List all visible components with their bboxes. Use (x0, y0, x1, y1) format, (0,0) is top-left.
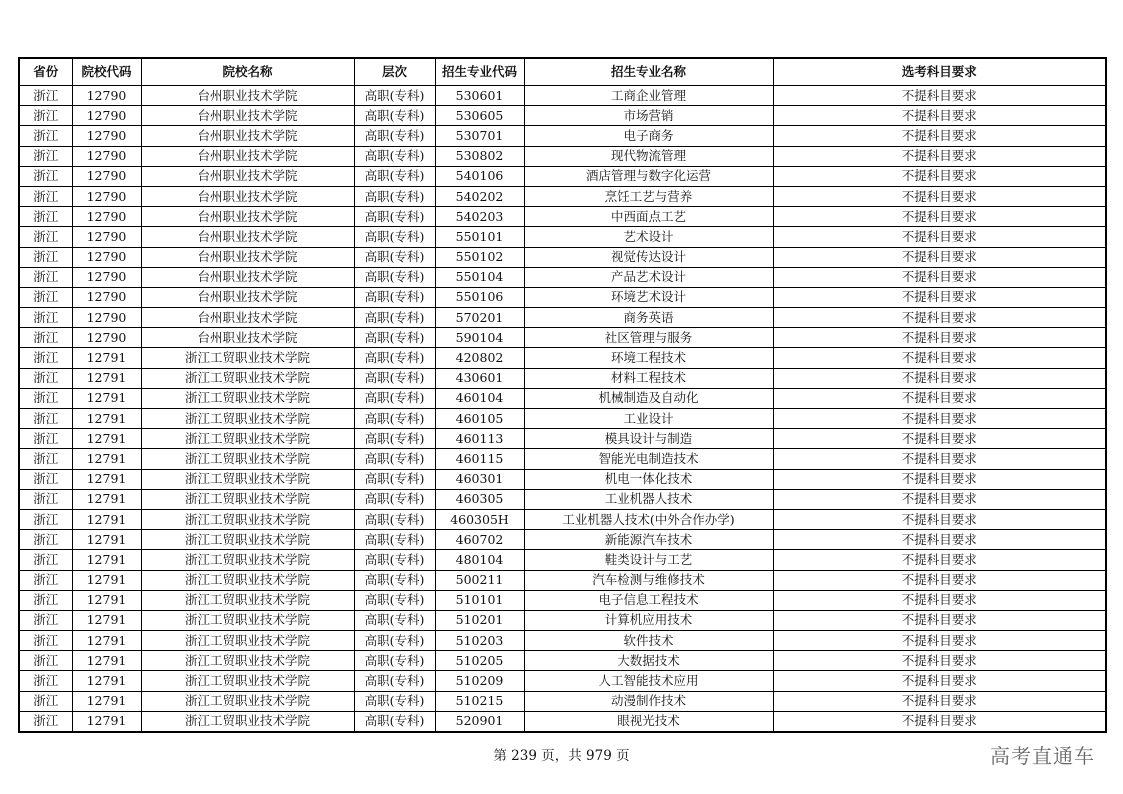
cell-school-name: 浙江工贸职业技术学院 (141, 671, 354, 691)
cell-level: 高职(专科) (354, 368, 435, 388)
cell-school-name: 台州职业技术学院 (141, 166, 354, 186)
enrollment-table-container (18, 57, 1105, 733)
cell-major-name: 产品艺术设计 (524, 267, 773, 287)
cell-major-name: 社区管理与服务 (524, 328, 773, 348)
table-row (19, 227, 1106, 247)
cell-level: 高职(专科) (354, 610, 435, 630)
page-number: 第 239 页，共 979 页 (493, 748, 630, 764)
cell-province: 浙江 (19, 126, 72, 146)
cell-major-code: 460702 (435, 530, 524, 550)
table-row (19, 691, 1106, 711)
cell-school-name: 台州职业技术学院 (141, 186, 354, 206)
cell-province: 浙江 (19, 368, 72, 388)
cell-subject-requirement: 不提科目要求 (773, 550, 1106, 570)
cell-school-code: 12790 (72, 86, 141, 106)
cell-major-name: 电子信息工程技术 (524, 590, 773, 610)
cell-province: 浙江 (19, 146, 72, 166)
cell-subject-requirement: 不提科目要求 (773, 106, 1106, 126)
cell-school-code: 12790 (72, 146, 141, 166)
cell-major-name: 新能源汽车技术 (524, 530, 773, 550)
cell-school-name: 浙江工贸职业技术学院 (141, 711, 354, 732)
cell-major-code: 460105 (435, 409, 524, 429)
cell-level: 高职(专科) (354, 711, 435, 732)
cell-province: 浙江 (19, 610, 72, 630)
cell-subject-requirement: 不提科目要求 (773, 328, 1106, 348)
cell-school-name: 浙江工贸职业技术学院 (141, 631, 354, 651)
cell-school-name: 浙江工贸职业技术学院 (141, 590, 354, 610)
table-row (19, 186, 1106, 206)
cell-school-code: 12791 (72, 429, 141, 449)
cell-school-code: 12790 (72, 186, 141, 206)
cell-province: 浙江 (19, 691, 72, 711)
cell-school-code: 12790 (72, 247, 141, 267)
cell-major-name: 艺术设计 (524, 227, 773, 247)
cell-level: 高职(专科) (354, 409, 435, 429)
cell-major-name: 环境艺术设计 (524, 287, 773, 307)
cell-subject-requirement: 不提科目要求 (773, 166, 1106, 186)
cell-major-name: 智能光电制造技术 (524, 449, 773, 469)
cell-school-code: 12790 (72, 106, 141, 126)
table-row (19, 429, 1106, 449)
cell-major-code: 460104 (435, 388, 524, 408)
table-row (19, 449, 1106, 469)
cell-major-name: 工业设计 (524, 409, 773, 429)
cell-province: 浙江 (19, 671, 72, 691)
cell-school-name: 浙江工贸职业技术学院 (141, 651, 354, 671)
table-row (19, 610, 1106, 630)
cell-subject-requirement: 不提科目要求 (773, 509, 1106, 529)
cell-level: 高职(专科) (354, 651, 435, 671)
cell-major-code: 460113 (435, 429, 524, 449)
cell-level: 高职(专科) (354, 550, 435, 570)
cell-level: 高职(专科) (354, 267, 435, 287)
cell-major-name: 烹饪工艺与营养 (524, 186, 773, 206)
cell-major-name: 汽车检测与维修技术 (524, 570, 773, 590)
cell-level: 高职(专科) (354, 469, 435, 489)
header-major-code: 招生专业代码 (435, 58, 524, 86)
cell-level: 高职(专科) (354, 166, 435, 186)
cell-level: 高职(专科) (354, 449, 435, 469)
watermark-logo: 高考直通车 (990, 744, 1095, 768)
cell-school-code: 12791 (72, 590, 141, 610)
table-row (19, 348, 1106, 368)
cell-major-name: 模具设计与制造 (524, 429, 773, 449)
cell-major-name: 电子商务 (524, 126, 773, 146)
cell-level: 高职(专科) (354, 328, 435, 348)
cell-level: 高职(专科) (354, 489, 435, 509)
cell-level: 高职(专科) (354, 570, 435, 590)
cell-subject-requirement: 不提科目要求 (773, 368, 1106, 388)
cell-major-name: 现代物流管理 (524, 146, 773, 166)
cell-school-name: 台州职业技术学院 (141, 86, 354, 106)
cell-school-code: 12791 (72, 489, 141, 509)
cell-level: 高职(专科) (354, 106, 435, 126)
cell-subject-requirement: 不提科目要求 (773, 348, 1106, 368)
cell-subject-requirement: 不提科目要求 (773, 126, 1106, 146)
cell-subject-requirement: 不提科目要求 (773, 610, 1106, 630)
cell-province: 浙江 (19, 166, 72, 186)
cell-school-name: 浙江工贸职业技术学院 (141, 530, 354, 550)
cell-subject-requirement: 不提科目要求 (773, 530, 1106, 550)
header-level: 层次 (354, 58, 435, 86)
cell-school-code: 12791 (72, 671, 141, 691)
cell-major-code: 500211 (435, 570, 524, 590)
cell-level: 高职(专科) (354, 287, 435, 307)
cell-major-code: 510209 (435, 671, 524, 691)
cell-school-name: 浙江工贸职业技术学院 (141, 550, 354, 570)
cell-school-name: 台州职业技术学院 (141, 106, 354, 126)
cell-subject-requirement: 不提科目要求 (773, 227, 1106, 247)
cell-school-name: 台州职业技术学院 (141, 146, 354, 166)
cell-province: 浙江 (19, 207, 72, 227)
cell-school-code: 12790 (72, 126, 141, 146)
table-row (19, 328, 1106, 348)
cell-major-code: 530605 (435, 106, 524, 126)
cell-level: 高职(专科) (354, 631, 435, 651)
table-row (19, 207, 1106, 227)
cell-school-name: 浙江工贸职业技术学院 (141, 368, 354, 388)
cell-level: 高职(专科) (354, 247, 435, 267)
cell-level: 高职(专科) (354, 429, 435, 449)
cell-subject-requirement: 不提科目要求 (773, 590, 1106, 610)
cell-school-code: 12791 (72, 530, 141, 550)
cell-subject-requirement: 不提科目要求 (773, 671, 1106, 691)
cell-subject-requirement: 不提科目要求 (773, 267, 1106, 287)
cell-school-code: 12791 (72, 691, 141, 711)
cell-school-name: 浙江工贸职业技术学院 (141, 489, 354, 509)
cell-school-name: 台州职业技术学院 (141, 207, 354, 227)
cell-school-code: 12791 (72, 711, 141, 732)
cell-province: 浙江 (19, 429, 72, 449)
cell-subject-requirement: 不提科目要求 (773, 308, 1106, 328)
cell-school-name: 浙江工贸职业技术学院 (141, 449, 354, 469)
cell-major-name: 计算机应用技术 (524, 610, 773, 630)
cell-level: 高职(专科) (354, 308, 435, 328)
table-row (19, 469, 1106, 489)
cell-school-name: 台州职业技术学院 (141, 227, 354, 247)
table-row (19, 711, 1106, 732)
table-row (19, 368, 1106, 388)
cell-level: 高职(专科) (354, 530, 435, 550)
cell-major-code: 510203 (435, 631, 524, 651)
header-school-code: 院校代码 (72, 58, 141, 86)
cell-subject-requirement: 不提科目要求 (773, 711, 1106, 732)
cell-school-code: 12790 (72, 207, 141, 227)
cell-province: 浙江 (19, 509, 72, 529)
cell-major-name: 视觉传达设计 (524, 247, 773, 267)
header-province: 省份 (19, 58, 72, 86)
cell-subject-requirement: 不提科目要求 (773, 86, 1106, 106)
cell-major-name: 大数据技术 (524, 651, 773, 671)
cell-subject-requirement: 不提科目要求 (773, 186, 1106, 206)
cell-level: 高职(专科) (354, 348, 435, 368)
cell-major-code: 510205 (435, 651, 524, 671)
table-row (19, 267, 1106, 287)
cell-school-name: 浙江工贸职业技术学院 (141, 429, 354, 449)
cell-level: 高职(专科) (354, 146, 435, 166)
cell-school-code: 12791 (72, 409, 141, 429)
cell-major-code: 430601 (435, 368, 524, 388)
table-row (19, 308, 1106, 328)
table-row (19, 489, 1106, 509)
cell-major-code: 460115 (435, 449, 524, 469)
cell-major-code: 540203 (435, 207, 524, 227)
cell-major-code: 550101 (435, 227, 524, 247)
cell-major-code: 510101 (435, 590, 524, 610)
cell-major-name: 工商企业管理 (524, 86, 773, 106)
cell-major-name: 市场营销 (524, 106, 773, 126)
cell-province: 浙江 (19, 267, 72, 287)
cell-school-code: 12791 (72, 550, 141, 570)
cell-level: 高职(专科) (354, 207, 435, 227)
cell-major-name: 机械制造及自动化 (524, 388, 773, 408)
cell-major-code: 540202 (435, 186, 524, 206)
table-row (19, 550, 1106, 570)
table-row (19, 247, 1106, 267)
cell-subject-requirement: 不提科目要求 (773, 388, 1106, 408)
cell-province: 浙江 (19, 409, 72, 429)
cell-major-code: 520901 (435, 711, 524, 732)
cell-province: 浙江 (19, 86, 72, 106)
cell-major-code: 460301 (435, 469, 524, 489)
cell-subject-requirement: 不提科目要求 (773, 469, 1106, 489)
cell-subject-requirement: 不提科目要求 (773, 691, 1106, 711)
cell-subject-requirement: 不提科目要求 (773, 146, 1106, 166)
cell-subject-requirement: 不提科目要求 (773, 409, 1106, 429)
cell-major-code: 510215 (435, 691, 524, 711)
cell-subject-requirement: 不提科目要求 (773, 651, 1106, 671)
cell-province: 浙江 (19, 489, 72, 509)
cell-level: 高职(专科) (354, 388, 435, 408)
cell-subject-requirement: 不提科目要求 (773, 631, 1106, 651)
cell-school-code: 12791 (72, 570, 141, 590)
cell-level: 高职(专科) (354, 186, 435, 206)
cell-school-name: 浙江工贸职业技术学院 (141, 388, 354, 408)
cell-school-code: 12791 (72, 348, 141, 368)
cell-major-code: 530802 (435, 146, 524, 166)
cell-subject-requirement: 不提科目要求 (773, 449, 1106, 469)
cell-school-name: 台州职业技术学院 (141, 247, 354, 267)
cell-school-code: 12790 (72, 287, 141, 307)
cell-major-code: 590104 (435, 328, 524, 348)
cell-province: 浙江 (19, 570, 72, 590)
cell-major-name: 工业机器人技术(中外合作办学) (524, 509, 773, 529)
cell-major-name: 材料工程技术 (524, 368, 773, 388)
cell-major-name: 动漫制作技术 (524, 691, 773, 711)
cell-level: 高职(专科) (354, 126, 435, 146)
cell-province: 浙江 (19, 186, 72, 206)
cell-school-code: 12790 (72, 308, 141, 328)
table-body (19, 86, 1106, 733)
cell-province: 浙江 (19, 711, 72, 732)
cell-subject-requirement: 不提科目要求 (773, 207, 1106, 227)
cell-major-code: 510201 (435, 610, 524, 630)
cell-school-name: 浙江工贸职业技术学院 (141, 610, 354, 630)
cell-level: 高职(专科) (354, 590, 435, 610)
cell-school-code: 12791 (72, 509, 141, 529)
table-row (19, 631, 1106, 651)
table-header-row (19, 58, 1106, 86)
table-row (19, 570, 1106, 590)
cell-province: 浙江 (19, 631, 72, 651)
table-row (19, 530, 1106, 550)
cell-school-name: 台州职业技术学院 (141, 267, 354, 287)
cell-level: 高职(专科) (354, 671, 435, 691)
cell-level: 高职(专科) (354, 509, 435, 529)
cell-subject-requirement: 不提科目要求 (773, 570, 1106, 590)
table-row (19, 409, 1106, 429)
cell-major-code: 460305H (435, 509, 524, 529)
table-row (19, 671, 1106, 691)
cell-school-code: 12790 (72, 227, 141, 247)
cell-level: 高职(专科) (354, 86, 435, 106)
cell-province: 浙江 (19, 530, 72, 550)
header-major-name: 招生专业名称 (524, 58, 773, 86)
cell-school-name: 台州职业技术学院 (141, 126, 354, 146)
cell-subject-requirement: 不提科目要求 (773, 489, 1106, 509)
enrollment-table (18, 57, 1107, 733)
table-row (19, 86, 1106, 106)
cell-school-code: 12791 (72, 610, 141, 630)
cell-major-code: 420802 (435, 348, 524, 368)
cell-province: 浙江 (19, 106, 72, 126)
cell-province: 浙江 (19, 651, 72, 671)
cell-major-code: 550102 (435, 247, 524, 267)
cell-school-name: 浙江工贸职业技术学院 (141, 691, 354, 711)
cell-school-code: 12791 (72, 631, 141, 651)
header-subject-requirement: 选考科目要求 (773, 58, 1106, 86)
table-row (19, 651, 1106, 671)
cell-major-name: 鞋类设计与工艺 (524, 550, 773, 570)
cell-province: 浙江 (19, 550, 72, 570)
table-row (19, 590, 1106, 610)
cell-major-code: 550104 (435, 267, 524, 287)
cell-school-code: 12791 (72, 469, 141, 489)
cell-major-name: 工业机器人技术 (524, 489, 773, 509)
cell-school-name: 浙江工贸职业技术学院 (141, 469, 354, 489)
cell-major-code: 550106 (435, 287, 524, 307)
cell-major-code: 570201 (435, 308, 524, 328)
cell-school-code: 12791 (72, 388, 141, 408)
cell-school-code: 12790 (72, 166, 141, 186)
cell-province: 浙江 (19, 247, 72, 267)
table-row (19, 509, 1106, 529)
cell-school-code: 12791 (72, 449, 141, 469)
cell-school-name: 台州职业技术学院 (141, 308, 354, 328)
cell-province: 浙江 (19, 287, 72, 307)
cell-province: 浙江 (19, 227, 72, 247)
cell-school-name: 浙江工贸职业技术学院 (141, 509, 354, 529)
cell-major-code: 460305 (435, 489, 524, 509)
cell-province: 浙江 (19, 348, 72, 368)
cell-school-name: 台州职业技术学院 (141, 287, 354, 307)
cell-subject-requirement: 不提科目要求 (773, 247, 1106, 267)
cell-province: 浙江 (19, 449, 72, 469)
cell-major-name: 中西面点工艺 (524, 207, 773, 227)
cell-province: 浙江 (19, 469, 72, 489)
cell-subject-requirement: 不提科目要求 (773, 287, 1106, 307)
cell-major-name: 软件技术 (524, 631, 773, 651)
cell-school-code: 12790 (72, 328, 141, 348)
cell-major-code: 540106 (435, 166, 524, 186)
cell-school-name: 浙江工贸职业技术学院 (141, 348, 354, 368)
cell-major-name: 酒店管理与数字化运营 (524, 166, 773, 186)
cell-school-name: 浙江工贸职业技术学院 (141, 409, 354, 429)
table-row (19, 388, 1106, 408)
table-row (19, 106, 1106, 126)
cell-level: 高职(专科) (354, 227, 435, 247)
cell-level: 高职(专科) (354, 691, 435, 711)
table-row (19, 287, 1106, 307)
cell-major-name: 人工智能技术应用 (524, 671, 773, 691)
table-row (19, 146, 1106, 166)
cell-school-code: 12791 (72, 651, 141, 671)
cell-subject-requirement: 不提科目要求 (773, 429, 1106, 449)
cell-school-code: 12790 (72, 267, 141, 287)
header-school-name: 院校名称 (141, 58, 354, 86)
cell-major-name: 环境工程技术 (524, 348, 773, 368)
cell-major-code: 480104 (435, 550, 524, 570)
cell-province: 浙江 (19, 308, 72, 328)
cell-school-name: 浙江工贸职业技术学院 (141, 570, 354, 590)
cell-school-code: 12791 (72, 368, 141, 388)
cell-major-name: 眼视光技术 (524, 711, 773, 732)
cell-school-name: 台州职业技术学院 (141, 328, 354, 348)
table-row (19, 126, 1106, 146)
cell-province: 浙江 (19, 388, 72, 408)
cell-major-code: 530701 (435, 126, 524, 146)
cell-major-name: 机电一体化技术 (524, 469, 773, 489)
table-row (19, 166, 1106, 186)
cell-province: 浙江 (19, 328, 72, 348)
cell-major-name: 商务英语 (524, 308, 773, 328)
cell-province: 浙江 (19, 590, 72, 610)
cell-major-code: 530601 (435, 86, 524, 106)
